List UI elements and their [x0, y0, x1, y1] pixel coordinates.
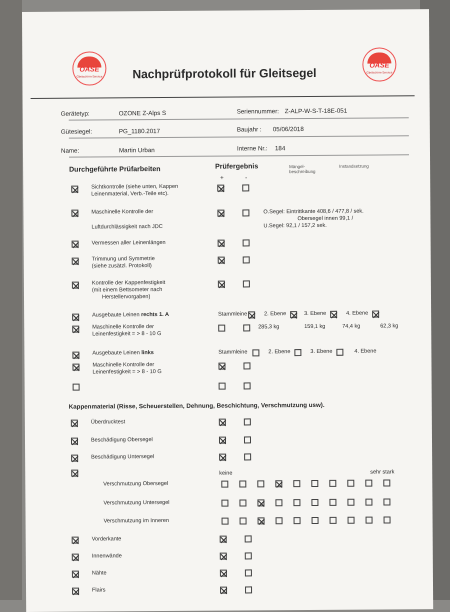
bes-ober-checkbox[interactable]: [71, 438, 78, 445]
rechts-mk-line2: Leinenfestigkeit = > 8 - 10 G: [92, 331, 162, 338]
rechts-stammleine-checkbox[interactable]: [248, 311, 255, 318]
vermessen-minus-checkbox[interactable]: [243, 239, 250, 246]
col-pruefarbeiten: Durchgeführte Prüfarbeiten: [69, 166, 161, 174]
ver-unter-scale-7[interactable]: [329, 499, 336, 506]
table-background-left: [0, 0, 22, 600]
links-mk-minus-checkbox[interactable]: [243, 362, 250, 369]
links-mk-checkbox[interactable]: [72, 364, 79, 371]
name-value: Martin Urban: [118, 147, 155, 155]
masch-minus-checkbox[interactable]: [242, 209, 249, 216]
links-label: Ausgebaute Leinen links: [92, 350, 154, 357]
flairs-plus-checkbox[interactable]: [220, 587, 227, 594]
innenwaende-label: Innenwände: [91, 553, 122, 560]
ueberdruck-label: Überdrucktest: [90, 419, 126, 426]
guetesiegel-label: Gütesiegel:: [60, 128, 93, 136]
col-pruefergebnis: Prüfergebnis: [215, 163, 259, 171]
links-ebene2-checkbox[interactable]: [294, 349, 301, 356]
kappenmaterial-heading: Kappenmaterial (Risse, Scheuerstellen, Dehnung, Beschichtung, Verschmutzung usw).: [68, 401, 325, 411]
bes-unter-label: Beschädigung Untersegel: [91, 454, 155, 461]
innenwaende-plus-checkbox[interactable]: [220, 553, 227, 560]
masch-checkbox[interactable]: [71, 210, 78, 217]
ver-ober-label: Verschmutzung Obersegel: [103, 480, 169, 488]
ver-unter-label: Verschmutzung Untersegel: [103, 499, 170, 507]
seriennummer-label: Seriennummer:: [236, 108, 280, 116]
trimmung-minus-checkbox[interactable]: [243, 256, 250, 263]
ver-innen-scale-4[interactable]: [276, 517, 283, 524]
interne-label: Interne Nr.:: [236, 145, 268, 153]
kappenfestigkeit-line3: Herstellervorgaben): [101, 294, 151, 301]
seriennummer-value: Z-ALP-W-S-T-18E-051: [284, 107, 348, 116]
ver-innen-scale-5[interactable]: [294, 517, 301, 524]
rechts-ebene2-checkbox[interactable]: [290, 311, 297, 318]
sicht-checkbox[interactable]: [71, 186, 78, 193]
document-title: Nachprüfprotokoll für Gleitsegel: [132, 65, 317, 82]
bes-unter-minus-checkbox[interactable]: [244, 453, 251, 460]
baujahr-value: 05/06/2018: [272, 126, 304, 134]
masch-line2: Luftdurchlässigkeit nach JDC: [91, 224, 163, 231]
scale-sehr-stark: sehr stark: [370, 469, 395, 476]
scale-keine: keine: [219, 470, 233, 477]
trimmung-line2: (siehe zusätzl. Protokoll): [91, 263, 152, 270]
col-instandsetzung: Instandsetzung: [339, 163, 369, 169]
oase-logo-left: OASE Gleitschirm-Service: [72, 51, 106, 85]
kg-stammleine: 285,3 kg: [258, 324, 280, 331]
kappenfestigkeit-line2: (mit einem Bettsometer nach: [91, 287, 163, 294]
rechts-mk-line1: Maschinelle Kontrolle der: [92, 324, 154, 331]
ver-unter-scale-4[interactable]: [275, 499, 282, 506]
ueberdruck-plus-checkbox[interactable]: [219, 419, 226, 426]
ver-innen-scale-9[interactable]: [366, 517, 373, 524]
links-mk-line2: Leinenfestigkeit = > 8 - 10 G: [92, 369, 162, 376]
links-ebene3-label: 3. Ebene: [310, 348, 333, 355]
links-mk-plus-checkbox[interactable]: [218, 363, 225, 370]
rechts-mk-plus-checkbox[interactable]: [218, 325, 225, 332]
trimmung-line1: Trimmung und Symmetrie: [91, 256, 155, 263]
masch-line1: Maschinelle Kontrolle der: [91, 209, 154, 216]
links-ebene4-label: 4. Ebene: [354, 348, 377, 355]
rechts-ebene4-label: 4. Ebene: [346, 310, 369, 317]
ver-innen-scale-7[interactable]: [330, 517, 337, 524]
sicht-minus-checkbox[interactable]: [242, 184, 249, 191]
ver-innen-scale-2[interactable]: [240, 517, 247, 524]
innenwaende-minus-checkbox[interactable]: [245, 552, 252, 559]
vermessen-plus-checkbox[interactable]: [218, 240, 225, 247]
verschmutzung-checkbox[interactable]: [71, 470, 78, 477]
rechts-label: Ausgebaute Leinen rechts 1. A: [92, 311, 170, 319]
rechts-ebene2-label: 2. Ebene: [264, 311, 287, 318]
ver-ober-scale-2[interactable]: [239, 480, 246, 487]
info-line-1: [69, 117, 409, 120]
ver-innen-scale-1[interactable]: [222, 518, 229, 525]
ver-innen-label: Verschmutzung im Inneren: [103, 517, 170, 525]
links-ebene3-checkbox[interactable]: [336, 349, 343, 356]
ver-innen-scale-10[interactable]: [384, 516, 391, 523]
kg-ebene3: 74,4 kg: [342, 323, 361, 330]
flairs-label: Flairs: [92, 587, 106, 594]
kappenfestigkeit-minus-checkbox[interactable]: [243, 280, 250, 287]
ver-ober-scale-10[interactable]: [383, 479, 390, 486]
sicht-line1: Sichtkontrolle (siehe unten, Kappen: [91, 183, 179, 191]
ver-unter-scale-2[interactable]: [239, 499, 246, 506]
vermessen-label: Vermessen aller Leinenlängen: [91, 240, 166, 247]
usegel-values: U.Segel: 92,1 / 157,2 sek.: [263, 222, 327, 230]
innenwaende-checkbox[interactable]: [72, 554, 79, 561]
rechts-ebene3-label: 3. Ebene: [304, 310, 327, 318]
trimmung-checkbox[interactable]: [72, 258, 79, 265]
sicht-line2: Leinenmaterial, Verb.-Teile etc).: [91, 190, 169, 198]
ueberdruck-checkbox[interactable]: [71, 420, 78, 427]
ver-unter-scale-1[interactable]: [221, 500, 228, 507]
naehte-label: Nähte: [91, 570, 107, 577]
ver-innen-scale-8[interactable]: [348, 517, 355, 524]
ver-ober-scale-6[interactable]: [311, 480, 318, 487]
bes-ober-label: Beschädigung Obersegel: [90, 437, 153, 444]
col-maengel: Mängel-beschreibung: [289, 164, 316, 175]
oase-logo-right: OASE Gleitschirm-Service: [362, 47, 396, 81]
ver-ober-scale-7[interactable]: [329, 480, 336, 487]
ueberdruck-minus-checkbox[interactable]: [244, 418, 251, 425]
links-stammleine-checkbox[interactable]: [252, 349, 259, 356]
osegel-values: O.Segel: Eintrittkante 408,6 / 477,8 / sek.: [263, 208, 364, 216]
ver-unter-scale-8[interactable]: [347, 499, 354, 506]
links-mk-line1: Maschinelle Kontrolle der: [92, 362, 155, 369]
naehte-plus-checkbox[interactable]: [220, 570, 227, 577]
rechts-stammleine: Stammleine: [218, 311, 248, 318]
links-checkbox[interactable]: [72, 352, 79, 359]
rechts-ebene3-checkbox[interactable]: [330, 311, 337, 318]
interne-value: 184: [274, 145, 286, 153]
kappenfestigkeit-plus-checkbox[interactable]: [218, 281, 225, 288]
rechts-mk-minus-checkbox[interactable]: [243, 324, 250, 331]
ver-ober-scale-4[interactable]: [275, 480, 282, 487]
ver-ober-scale-9[interactable]: [365, 480, 372, 487]
info-line-2: [69, 135, 409, 138]
col-minus: -: [245, 174, 248, 182]
ver-unter-scale-6[interactable]: [311, 499, 318, 506]
bes-unter-checkbox[interactable]: [71, 455, 78, 462]
ver-unter-scale-5[interactable]: [293, 499, 300, 506]
ver-unter-scale-10[interactable]: [383, 498, 390, 505]
flairs-minus-checkbox[interactable]: [245, 586, 252, 593]
geraetetyp-label: Gerätetyp:: [60, 110, 90, 118]
col-plus: +: [220, 174, 224, 182]
trimmung-plus-checkbox[interactable]: [218, 257, 225, 264]
rechts-ebene4-checkbox[interactable]: [372, 311, 379, 318]
rechts-mk-checkbox[interactable]: [72, 326, 79, 333]
header-divider: [31, 95, 415, 99]
ver-unter-scale-3[interactable]: [257, 499, 264, 506]
empty-row-minus-checkbox[interactable]: [244, 382, 251, 389]
ver-ober-scale-5[interactable]: [293, 480, 300, 487]
naehte-minus-checkbox[interactable]: [245, 569, 252, 576]
vorderkante-minus-checkbox[interactable]: [245, 535, 252, 542]
links-stammleine: Stammleine: [218, 349, 248, 356]
sicht-plus-checkbox[interactable]: [217, 185, 224, 192]
kappenfestigkeit-checkbox[interactable]: [72, 282, 79, 289]
ver-innen-scale-3[interactable]: [258, 517, 265, 524]
ver-ober-scale-1[interactable]: [221, 481, 228, 488]
kappenfestigkeit-line1: Kontrolle der Kappenfestigkeit: [91, 280, 166, 287]
vermessen-checkbox[interactable]: [72, 241, 79, 248]
masch-plus-checkbox[interactable]: [217, 210, 224, 217]
naehte-checkbox[interactable]: [72, 571, 79, 578]
links-ebene2-label: 2. Ebene: [268, 349, 291, 356]
osegel-values-2: Obersegel innen 99,1 /: [297, 215, 354, 223]
rechts-checkbox[interactable]: [72, 314, 79, 321]
ver-unter-scale-9[interactable]: [365, 499, 372, 506]
flairs-checkbox[interactable]: [72, 588, 79, 595]
ver-ober-scale-3[interactable]: [257, 480, 264, 487]
bes-ober-minus-checkbox[interactable]: [244, 436, 251, 443]
vorderkante-label: Vorderkante: [91, 536, 122, 543]
info-line-3: [69, 154, 409, 157]
bes-unter-plus-checkbox[interactable]: [219, 454, 226, 461]
empty-row-checkbox[interactable]: [73, 384, 80, 391]
vorderkante-plus-checkbox[interactable]: [220, 536, 227, 543]
kg-ebene2: 159,1 kg: [304, 323, 326, 331]
guetesiegel-value: PG_1180.2017: [118, 128, 161, 136]
geraetetyp-value: OZONE Z-Alps S: [118, 109, 167, 118]
bes-ober-plus-checkbox[interactable]: [219, 437, 226, 444]
kg-ebene4: 62,3 kg: [380, 323, 399, 330]
vorderkante-checkbox[interactable]: [72, 537, 79, 544]
empty-row-plus-checkbox[interactable]: [219, 383, 226, 390]
protocol-sheet: [22, 9, 433, 612]
ver-innen-scale-6[interactable]: [312, 517, 319, 524]
name-label: Name:: [60, 147, 80, 155]
ver-ober-scale-8[interactable]: [347, 480, 354, 487]
baujahr-label: Baujahr :: [236, 126, 262, 134]
